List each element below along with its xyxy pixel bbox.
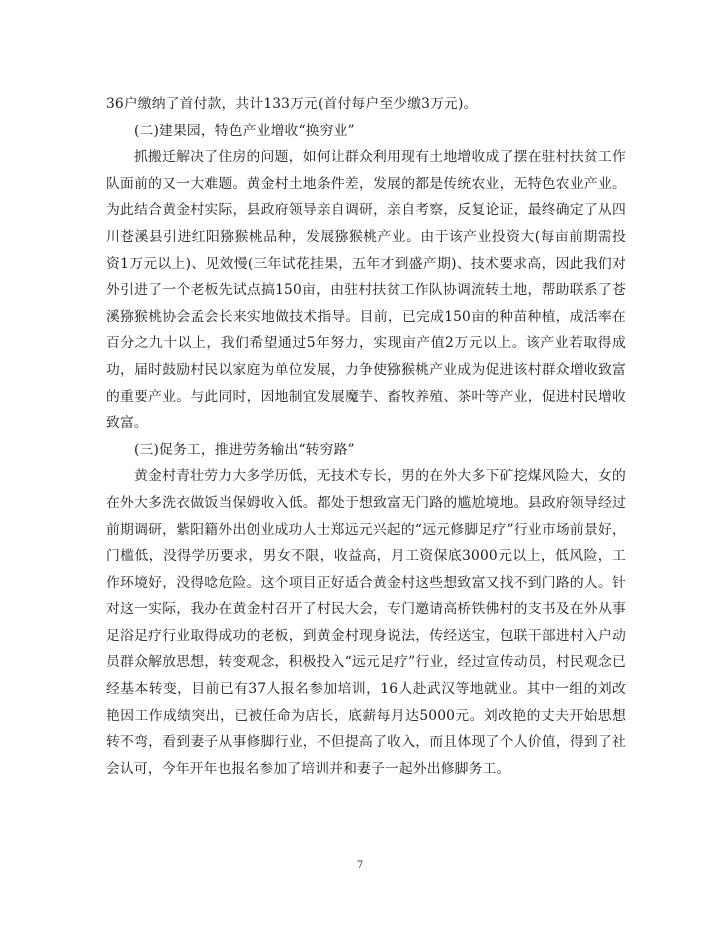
paragraph-labor: 黄金村青壮劳力大多学历低，无技术专长，男的在外大多下矿挖煤风险大，女的在外大多洗衣做饭当保姆收入低。都处于想致富无门路的尴尬境地。县政府领导经过前期调研，紫阳籍外出创业成功人士郑远元兴起的“远元修脚足疗”行业市场前景好，门槛低，没得学历要求，男女不限，收益高，月工资保底3000元以上，低风险，工作环境好，没得唸危险。这个项目正好适合黄金村这些想致富又找不到门路的人。针对这一实际，我办在黄金村召开了村民大会，专门邀请高桥铁佛村的支书及在外从事足浴足疗行业取得成功的老板，到黄金村现身说法，传经送宝，包联干部进村入户动员群众解放思想，转变观念，积极投入“远元足疗”行业，经过宣传动员，村民观念已经基本转变，目前已有37人报名参加培训，16人赴武汉等地就业。其中一组的刘改艳因工作成绩突出，已被任命为店长，底薪每月达5000元。刘改艳的丈夫开始思想转不弯，看到妻子从事修脚行业，不但提高了收入，而且体现了个人价值，得到了社会认可，今年开年也报名参加了培训并和妻子一起外出修脚务工。	[106, 468, 626, 777]
paragraph-orchard: 抓搬迁解决了住房的问题，如何让群众利用现有土地增收成了摆在驻村扶贫工作队面前的又一大难题。黄金村土地条件差，发展的都是传统农业，无特色农业产业。为此结合黄金村实际，县政府领导亲自调研，亲自考察，反复论证，最终确定了从四川苍溪县引进红阳猕猴桃品种，发展猕猴桃产业。由于该产业投资大(每亩前期需投资1万元以上)、见效慢(三年试花挂果，五年才到盛产期)、技术要求高，因此我们对外引进了一个老板先试点搞150亩，由驻村扶贫工作队协调流转土地，帮助联系了苍溪猕猴桃协会孟会长来实地做技术指导。目前，已完成150亩的种苗种植，成活率在百分之九十以上，我们希望通过5年努力，实现亩产值2万元以上。该产业若取得成功，届时鼓励村民以家庭为单位发展，力争使猕猴桃产业成为促进该村群众增收致富的重要产业。与此同时，因地制宜发展魔芋、畜牧养殖、茶叶等产业，促进村民增收致富。	[106, 149, 626, 432]
section-heading-labor: (三)促务工，推进劳务输出“转穷路”	[134, 441, 355, 458]
page-number: 7	[356, 860, 364, 871]
paragraph-continued: 36户缴纳了首付款，共计133万元(首付每户至少缴3万元)。	[106, 96, 478, 112]
section-heading-orchard: (二)建果园，特色产业增收“换穷业”	[134, 122, 355, 139]
document-body	[106, 91, 626, 782]
